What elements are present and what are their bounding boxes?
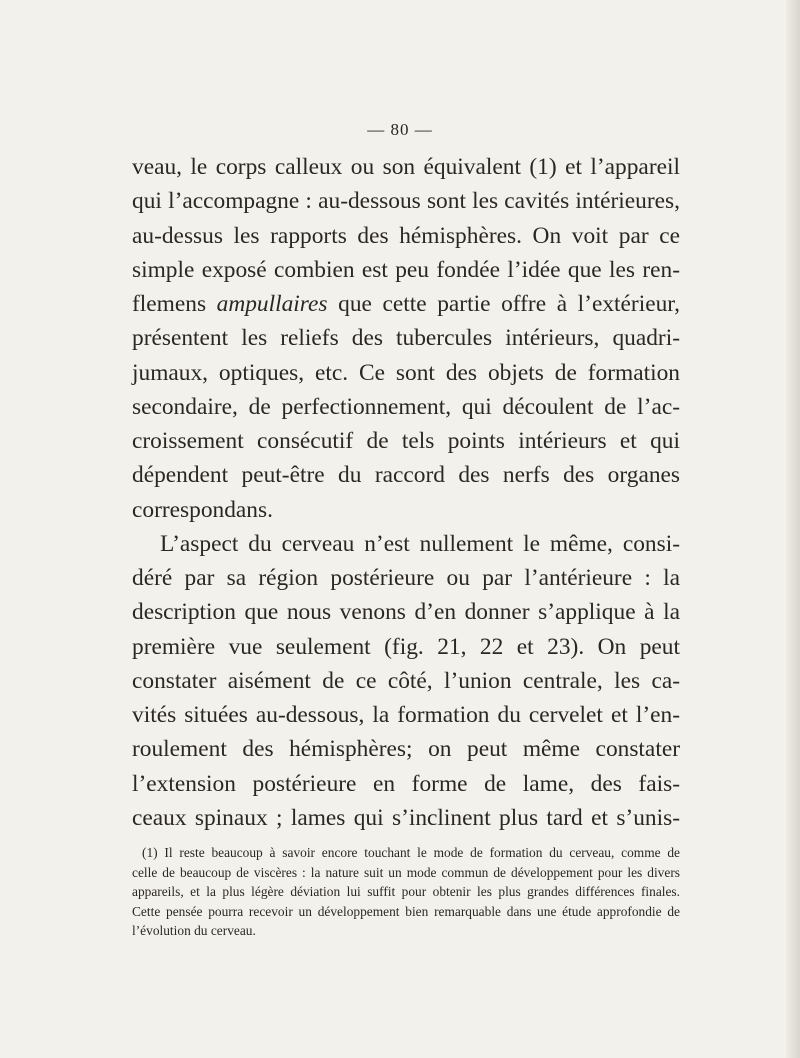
body-line-5-end: que cette partie offre à l’extérieur,	[327, 291, 680, 317]
footnote-line-1: (1) Il reste beaucoup à savoir encore touchant le mode de formation du cerveau, comme de	[142, 845, 680, 860]
body-line-17: vités situées au-dessous, la formation du cervelet et l’en-	[132, 702, 680, 728]
body-line-20: ceaux spinaux ; lames qui s’inclinent plus tard et s’unis-	[132, 804, 680, 831]
body-line-6: présentent les reliefs des tubercules intérieurs, quadri-	[132, 325, 680, 352]
body-line-4: simple exposé combien est peu fondée l’idée que les ren-	[132, 256, 680, 283]
italic-term: ampullaires	[216, 291, 328, 317]
body-line-8: secondaire, de perfectionnement, qui découlent de l’ac-	[132, 393, 680, 420]
body-line-10: dépendent peut-être du raccord des nerfs des organes	[132, 462, 680, 489]
body-line-13: déré par sa région postérieure ou par l’antérieure : la	[132, 565, 680, 591]
body-line-15: première vue seulement (fig. 21, 22 et 23). On peut	[132, 633, 680, 660]
footnote	[132, 843, 680, 941]
page-edge-shadow	[786, 0, 800, 1058]
body-line-2: qui l’accompagne : au-dessous sont les cavités intérieures,	[132, 188, 680, 215]
body-line-7: jumaux, optiques, etc. Ce sont des objets de formation	[132, 359, 680, 386]
body-text	[132, 150, 680, 835]
body-line-9: croissement consécutif de tels points intérieurs et qui	[132, 428, 680, 454]
body-line-14: description que nous venons d’en donner s’applique à la	[132, 599, 680, 626]
body-line-16: constater aisément de ce côté, l’union centrale, les ca-	[132, 667, 680, 694]
footnote-line-4: Cette pensée pourra recevoir un développement bien remarquable dans une étude approfondie de	[132, 903, 680, 919]
footnote-line-2: celle de beaucoup de viscères : la nature suit un mode commun de développement pour les divers	[132, 864, 680, 880]
body-line-5-start: flemens	[132, 291, 217, 317]
body-line-18: roulement des hémisphères; on peut même constater	[132, 736, 680, 763]
body-line-11: correspondans.	[132, 496, 273, 523]
footnote-line-3: appareils, et la plus légère déviation lui suffit pour obtenir les plus grandes différences finales.	[132, 884, 680, 900]
footnote-line-5: l’évolution du cerveau.	[132, 923, 256, 939]
body-line-3: au-dessus les rapports des hémisphères. On voit par ce	[132, 222, 680, 249]
body-line-1: veau, le corps calleux ou son équivalent (1) et l’appareil	[132, 154, 680, 180]
body-line-5	[132, 287, 680, 321]
body-line-12: L’aspect du cerveau n’est nullement le même, consi-	[160, 530, 680, 557]
page-number: — 80 —	[367, 120, 433, 139]
body-line-19: l’extension postérieure en forme de lame, des fais-	[132, 770, 680, 797]
